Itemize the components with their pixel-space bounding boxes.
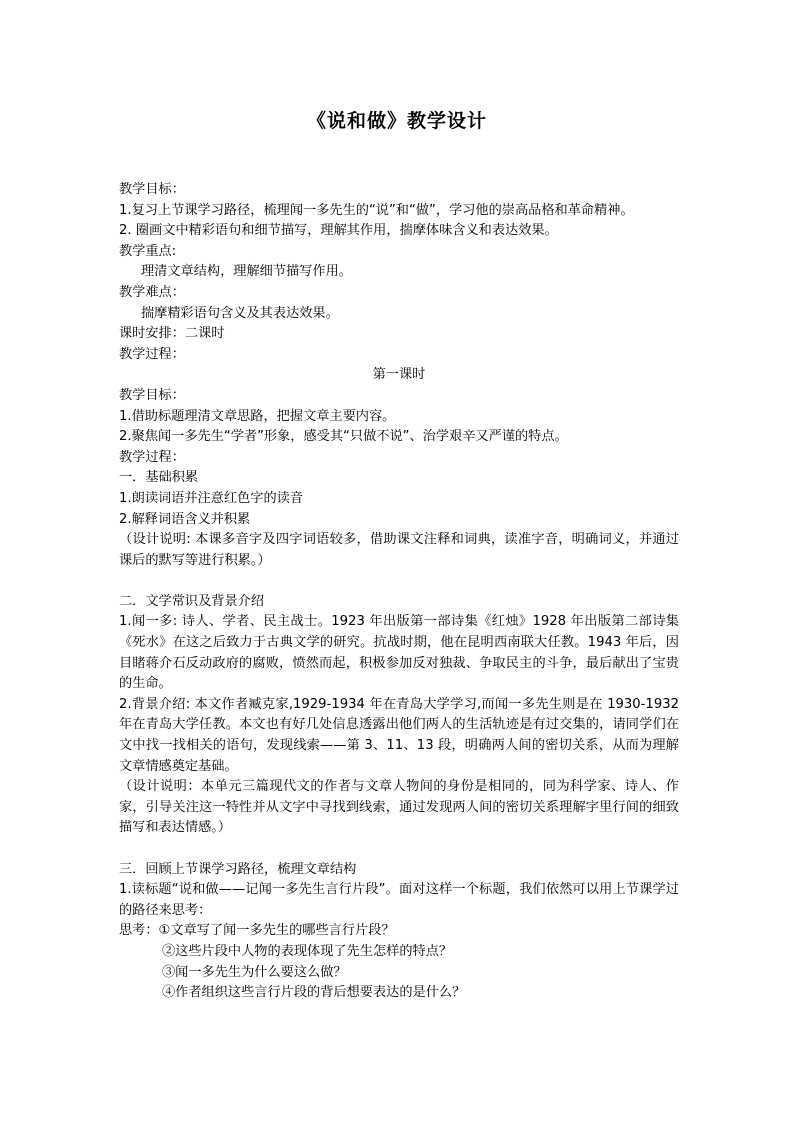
spacer [119, 571, 679, 592]
difficulty-point: 揣摩精彩语句含义及其表达效果。 [141, 305, 339, 321]
section2-paragraph: 1.闻一多: 诗人、学者、民主战士。1923 年出版第一部诗集《红烛》1928 年出版第二部诗集《死水》在这之后致力于古典文学的研究。抗战时期，他在昆明西南联大任教。1943 年后，因目睹蒋介石反动政府的腐败，愤然而起，积极参加反对独裁、争取民主的斗争，最后献出了宝贵的生命。 [119, 614, 679, 692]
section1-heading: 一．基础积累 [119, 470, 199, 486]
key-heading: 教学重点: [119, 243, 177, 259]
lesson1-title: 第一课时 [372, 367, 426, 383]
document-body [119, 180, 679, 1004]
section2-note: （设计说明：本单元三篇现代文的作者与文章人物间的身份是相同的，同为科学家、诗人、作家，引导关注这一特性并从文字中寻找到线索，通过发现两人间的密切关系理解字里行间的细致描写和表达情感。） [119, 779, 679, 836]
objective-item: 1.复习上节课学习路径，梳理闻一多先生的“说”和“做”，学习他的崇高品格和革命精神。 [119, 202, 634, 218]
spacer [119, 839, 679, 860]
section1-item: 1.朗读词语并注意红色字的读音 [119, 490, 304, 506]
schedule: 课时安排：二课时 [119, 326, 225, 342]
section3-question: ②这些片段中人物的表现体现了先生怎样的特点？ [162, 943, 453, 959]
document-title: 《说和做》教学设计 [306, 110, 487, 132]
section3-question: ③闻一多先生为什么要这么做？ [162, 964, 347, 980]
section3-question: 思考：①文章写了闻一多先生的哪些言行片段？ [119, 923, 395, 939]
key-point: 理清文章结构，理解细节描写作用。 [141, 264, 352, 280]
lesson1-objectives-heading: 教学目标： [119, 387, 185, 403]
section1-item: 2.解释词语含义并积累 [119, 511, 251, 527]
section1-note: （设计说明: 本课多音字及四字词语较多，借助课文注释和词典，读准字音，明确词义，并通过课后的默写等进行积累。） [119, 532, 679, 568]
section3-question: ④作者组织这些言行片段的背后想要表达的是什么？ [162, 985, 466, 1001]
process-heading: 教学过程： [119, 346, 185, 362]
section2-paragraph: 2.背景介绍: 本文作者臧克家,1929-1934 年在青岛大学学习,而闻一多先生则是在 1930-1932 年在青岛大学任教。本文也有好几处信息透露出他们两人的生活轨迹是有过交集的，请同学们在文中找一找相关的语句，发现线索——第 3、11、13 段，明确两人间的密切关系，从而为理解文章情感奠定基础。 [119, 696, 679, 774]
objective-item: 2. 圈画文中精彩语句和细节描写，理解其作用，揣摩体味含义和表达效果。 [119, 223, 558, 239]
lesson1-objective-item: 1.借助标题理清文章思路，把握文章主要内容。 [119, 408, 396, 424]
difficulty-heading: 教学难点： [119, 284, 185, 300]
lesson1-process-heading: 教学过程： [119, 449, 185, 465]
section3-paragraph: 1.读标题“说和做——记闻一多先生言行片段”。面对这样一个标题，我们依然可以用上节课学过的路径来思考： [119, 882, 679, 918]
section3-heading: 三．回顾上节课学习路径，梳理文章结构 [119, 861, 357, 877]
lesson1-objective-item: 2.聚焦闻一多先生“学者”形象，感受其“只做不说”、治学艰辛又严谨的特点。 [119, 429, 568, 445]
objectives-heading: 教学目标： [119, 182, 185, 197]
section2-heading: 二．文学常识及背景介绍 [119, 593, 265, 609]
